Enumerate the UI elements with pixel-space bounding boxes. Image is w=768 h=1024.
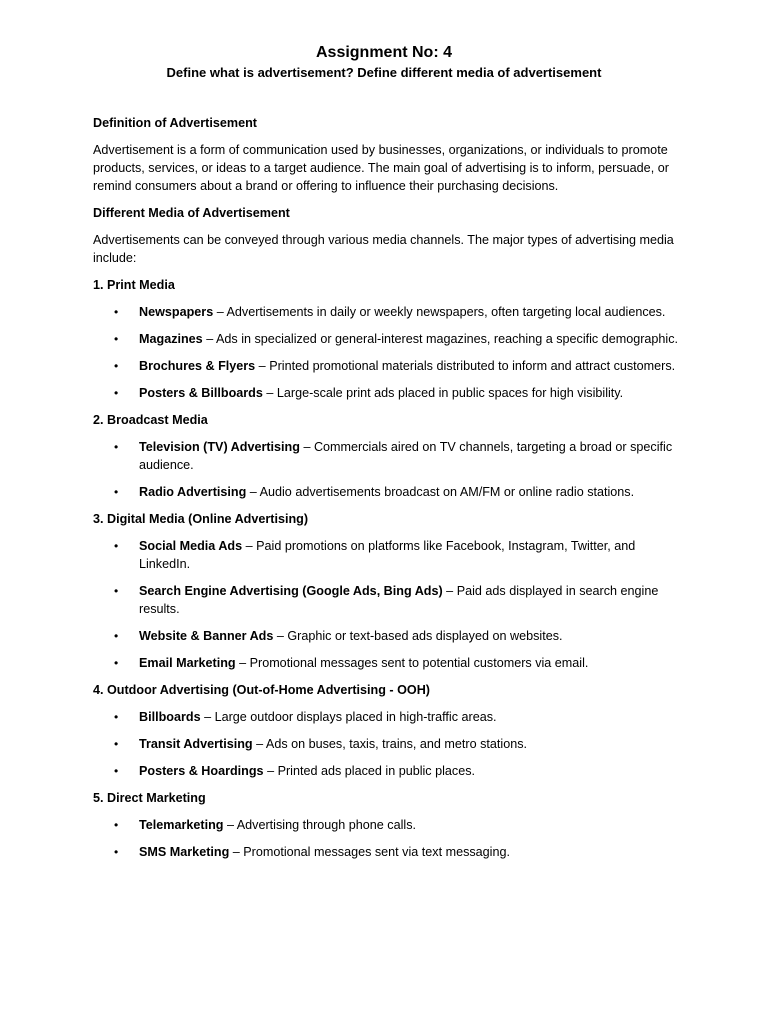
page-subtitle: Define what is advertisement? Define different media of advertisement: [166, 65, 602, 80]
broadcast-media-list: [93, 438, 683, 501]
item-description: – Paid promotions on platforms like Facebook, Instagram, Twitter, and LinkedIn.: [139, 539, 636, 571]
bullet-icon: •: [114, 845, 119, 859]
list-item: [93, 735, 683, 753]
bullet-icon: •: [114, 305, 119, 319]
item-description: – Commercials aired on TV channels, targeting a broad or specific audience.: [139, 440, 673, 472]
bullet-icon: •: [114, 386, 119, 400]
item-term: Telemarketing: [139, 818, 224, 832]
section-heading-digital-media: 3. Digital Media (Online Advertising): [93, 512, 309, 526]
list-item: [93, 330, 683, 348]
item-description: – Promotional messages sent to potential customers via email.: [235, 656, 589, 670]
bullet-icon: •: [114, 332, 119, 346]
item-description: – Graphic or text-based ads displayed on websites.: [273, 629, 563, 643]
list-item: [93, 816, 683, 834]
list-item: [93, 654, 683, 672]
item-description: – Ads in specialized or general-interest magazines, reaching a specific demographic.: [202, 332, 679, 346]
list-item: [93, 627, 683, 645]
item-term: Search Engine Advertising (Google Ads, Bing Ads): [139, 584, 443, 598]
item-description: – Large-scale print ads placed in public spaces for high visibility.: [262, 386, 624, 400]
item-term: Posters & Hoardings: [139, 764, 264, 778]
item-term: SMS Marketing: [139, 845, 230, 859]
media-heading: Different Media of Advertisement: [93, 206, 290, 220]
bullet-icon: •: [114, 818, 119, 832]
list-item: [93, 708, 683, 726]
item-term: Billboards: [139, 710, 201, 724]
item-term: Transit Advertising: [139, 737, 253, 751]
item-description: – Large outdoor displays placed in high-traffic areas.: [200, 710, 497, 724]
page-title: Assignment No: 4: [315, 44, 452, 61]
list-item: [93, 537, 683, 573]
digital-media-list: [93, 537, 683, 672]
section-heading-direct-marketing: 5. Direct Marketing: [93, 791, 206, 805]
item-description: – Printed promotional materials distributed to inform and attract customers.: [255, 359, 676, 373]
item-term: Magazines: [139, 332, 203, 346]
list-item: [93, 438, 683, 474]
item-description: – Paid ads displayed in search engine results.: [139, 584, 659, 616]
item-description: – Printed ads placed in public places.: [263, 764, 476, 778]
section-heading-print-media: 1. Print Media: [93, 278, 175, 292]
list-item: [93, 303, 683, 321]
list-item: [93, 483, 683, 501]
bullet-icon: •: [114, 440, 119, 454]
bullet-icon: •: [114, 584, 119, 598]
media-intro-paragraph: Advertisements can be conveyed through various media channels. The major types of advertising media include:: [93, 233, 674, 265]
item-term: Email Marketing: [139, 656, 236, 670]
bullet-icon: •: [114, 764, 119, 778]
list-item: [93, 384, 683, 402]
bullet-icon: •: [114, 737, 119, 751]
print-media-list: [93, 303, 683, 402]
item-term: Social Media Ads: [139, 539, 243, 553]
list-item: [93, 582, 683, 618]
definition-paragraph: Advertisement is a form of communication used by businesses, organizations, or individuals to promote products, services, or ideas to a target audience. The main goal of advertising is to inform, persuade, or remind consumers about a brand or offering to influence their purchasing decisions.: [93, 143, 669, 193]
list-item: [93, 357, 683, 375]
bullet-icon: •: [114, 359, 119, 373]
section-heading-outdoor-advertising: 4. Outdoor Advertising (Out-of-Home Advertising - OOH): [93, 683, 430, 697]
bullet-icon: •: [114, 710, 119, 724]
item-description: – Audio advertisements broadcast on AM/FM or online radio stations.: [246, 485, 635, 499]
item-term: Newspapers: [139, 305, 214, 319]
item-term: Brochures & Flyers: [139, 359, 256, 373]
section-heading-broadcast-media: 2. Broadcast Media: [93, 413, 208, 427]
item-description: – Advertising through phone calls.: [223, 818, 416, 832]
definition-heading: Definition of Advertisement: [93, 116, 257, 130]
item-term: Television (TV) Advertising: [139, 440, 300, 454]
item-term: Radio Advertising: [139, 485, 247, 499]
item-description: – Promotional messages sent via text messaging.: [229, 845, 510, 859]
list-item: [93, 762, 683, 780]
item-term: Posters & Billboards: [139, 386, 263, 400]
bullet-icon: •: [114, 656, 119, 670]
item-description: – Ads on buses, taxis, trains, and metro stations.: [252, 737, 528, 751]
document-body: [93, 114, 683, 870]
bullet-icon: •: [114, 539, 119, 553]
direct-marketing-list: [93, 816, 683, 861]
list-item: [93, 843, 683, 861]
item-description: – Advertisements in daily or weekly newspapers, often targeting local audiences.: [213, 305, 666, 319]
bullet-icon: •: [114, 485, 119, 499]
outdoor-advertising-list: [93, 708, 683, 780]
item-term: Website & Banner Ads: [139, 629, 274, 643]
bullet-icon: •: [114, 629, 119, 643]
